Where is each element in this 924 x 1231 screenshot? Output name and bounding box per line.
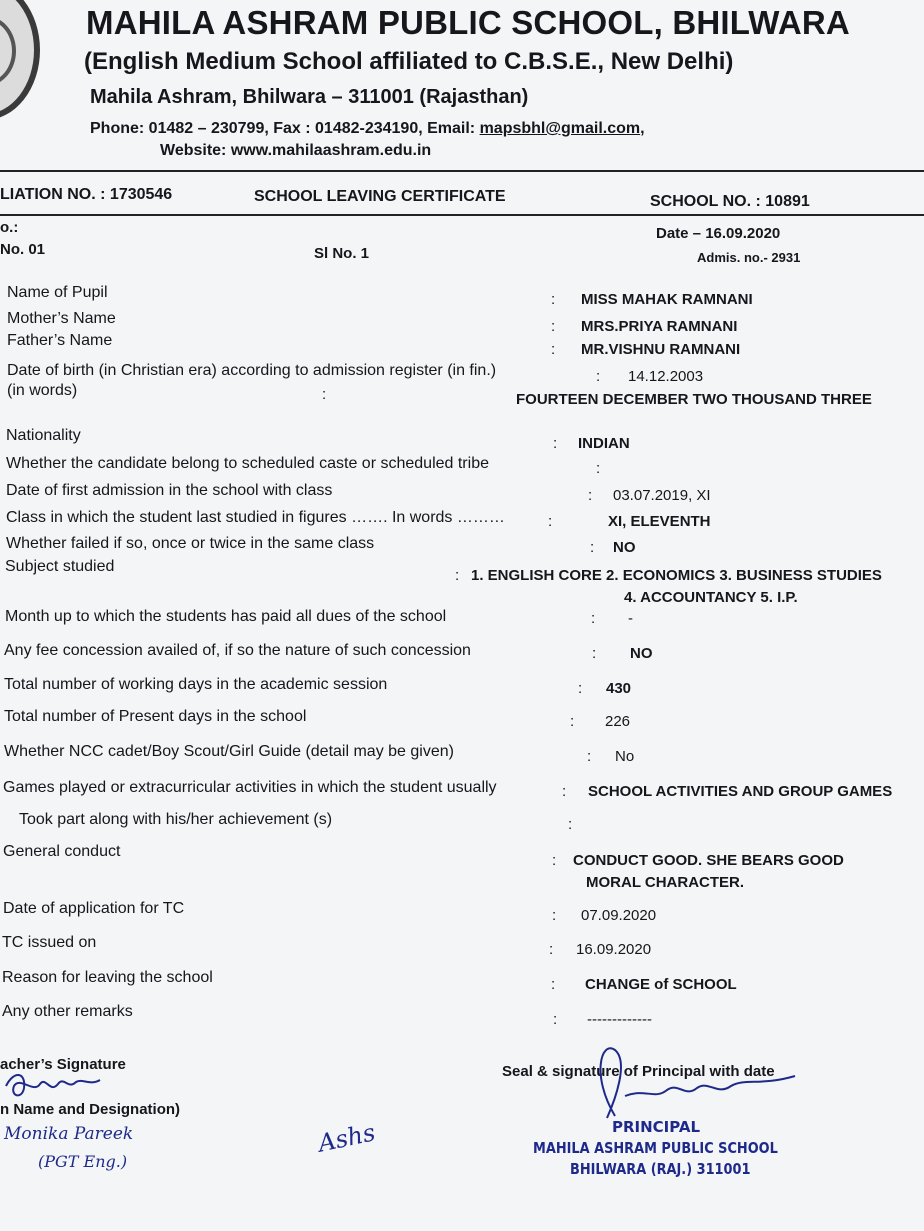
father-label: Father’s Name: [7, 332, 113, 349]
colon: :: [568, 816, 573, 833]
application-value: 07.09.2020: [581, 907, 657, 924]
remarks-label: Any other remarks: [2, 1003, 133, 1020]
serial-number: Sl No. 1: [314, 245, 370, 262]
last-class-value: XI, ELEVENTH: [608, 513, 711, 530]
working-days-label: Total number of working days in the academic session: [4, 676, 388, 693]
header-divider: [0, 170, 924, 172]
present-days-value: 226: [605, 713, 631, 730]
tc-issued-value: 16.09.2020: [576, 941, 652, 958]
colon: :: [455, 567, 460, 584]
games-label: Games played or extracurricular activities in which the student usually: [3, 779, 497, 796]
certificate-date: Date – 16.09.2020: [656, 225, 781, 242]
book-number: No. 01: [0, 241, 46, 258]
colon: :: [592, 645, 597, 662]
colon: :: [591, 610, 596, 627]
teacher-name-label: n Name and Designation): [0, 1101, 181, 1118]
first-admission-label: Date of first admission in the school with class: [6, 482, 333, 499]
number-label: o.:: [0, 219, 19, 236]
teacher-designation-handwritten: (PGT Eng.): [38, 1152, 128, 1171]
colon: :: [551, 318, 556, 335]
colon: :: [596, 460, 601, 477]
colon: :: [588, 487, 593, 504]
affiliation-number: LIATION NO. : 1730546: [0, 186, 173, 203]
reason-value: CHANGE of SCHOOL: [585, 976, 737, 993]
colon: :: [578, 680, 583, 697]
stamp-city: BHILWARA (RAJ.) 311001: [570, 1160, 751, 1178]
mother-value: MRS.PRIYA RAMNANI: [581, 318, 738, 335]
website-line: Website: www.mahilaashram.edu.in: [160, 142, 432, 159]
contact-line: [90, 120, 645, 138]
title-divider: [0, 214, 924, 216]
application-label: Date of application for TC: [3, 900, 185, 917]
first-admission-value: 03.07.2019, XI: [613, 487, 711, 504]
dob-words-value: FOURTEEN DECEMBER TWO THOUSAND THREE: [516, 391, 872, 408]
conduct-label: General conduct: [3, 843, 121, 860]
teacher-signature-label: acher’s Signature: [0, 1056, 126, 1073]
present-days-label: Total number of Present days in the school: [4, 708, 307, 725]
colon: :: [551, 976, 556, 993]
teacher-name-handwritten: Monika Pareek: [4, 1124, 134, 1144]
working-days-value: 430: [606, 680, 632, 697]
colon: :: [548, 513, 553, 530]
conduct-value-1: CONDUCT GOOD. SHE BEARS GOOD: [573, 852, 844, 869]
colon: :: [562, 783, 567, 800]
subjects-value-1: 1. ENGLISH CORE 2. ECONOMICS 3. BUSINESS STUDIES: [471, 567, 882, 584]
ncc-value: No: [615, 748, 635, 765]
colon: :: [596, 368, 601, 385]
school-address: Mahila Ashram, Bhilwara – 311001 (Rajasthan): [90, 86, 529, 108]
logo-text: [0, 0, 38, 1]
school-logo: [0, 0, 40, 120]
principal-seal-label: Seal & signature of Principal with date: [502, 1063, 775, 1080]
tc-issued-label: TC issued on: [2, 934, 97, 951]
email-link[interactable]: mapsbhl@gmail.com: [479, 120, 641, 137]
colon: :: [587, 748, 592, 765]
last-class-label: Class in which the student last studied in figures ……. In words ………: [6, 509, 505, 526]
teacher-signature: [0, 1066, 110, 1102]
dob-label: Date of birth (in Christian era) according to admission register (in fin.): [7, 362, 497, 379]
contact-prefix: Phone: 01482 – 230799, Fax : 01482-234190, Email:: [90, 120, 480, 137]
concession-label: Any fee concession availed of, if so the nature of such concession: [4, 642, 471, 659]
name-label: Name of Pupil: [7, 284, 108, 301]
colon: :: [322, 386, 327, 403]
failed-label: Whether failed if so, once or twice in the same class: [6, 535, 375, 552]
mother-label: Mother’s Name: [7, 310, 116, 327]
reason-label: Reason for leaving the school: [2, 969, 213, 986]
contact-suffix: ,: [640, 120, 645, 137]
games-value: SCHOOL ACTIVITIES AND GROUP GAMES: [588, 783, 893, 800]
admission-number: Admis. no.- 2931: [697, 250, 801, 265]
colon: :: [552, 852, 557, 869]
colon: :: [549, 941, 554, 958]
stamp-principal: PRINCIPAL: [612, 1118, 701, 1136]
dob-words-label: (in words): [7, 382, 78, 399]
colon: :: [553, 435, 558, 452]
colon: :: [551, 341, 556, 358]
games-label-2: Took part along with his/her achievement (s): [19, 811, 333, 828]
school-number: SCHOOL NO. : 10891: [650, 193, 810, 210]
father-value: MR.VISHNU RAMNANI: [581, 341, 741, 358]
failed-value: NO: [613, 539, 636, 556]
affiliation-line: (English Medium School affiliated to C.B.S.E., New Delhi): [84, 48, 734, 75]
dues-value: -: [628, 610, 633, 627]
remarks-value: -------------: [587, 1011, 652, 1028]
subjects-label: Subject studied: [5, 558, 115, 575]
nationality-label: Nationality: [6, 427, 81, 444]
caste-label: Whether the candidate belong to scheduled caste or scheduled tribe: [6, 455, 489, 472]
conduct-value-2: MORAL CHARACTER.: [586, 874, 745, 891]
stamp-school-name: MAHILA ASHRAM PUBLIC SCHOOL: [533, 1139, 778, 1157]
dob-value: 14.12.2003: [628, 368, 704, 385]
subjects-value-2: 4. ACCOUNTANCY 5. I.P.: [624, 589, 798, 606]
ncc-label: Whether NCC cadet/Boy Scout/Girl Guide (detail may be given): [4, 743, 454, 760]
colon: :: [552, 907, 557, 924]
colon: :: [551, 291, 556, 308]
logo-emblem: [0, 16, 16, 86]
colon: :: [590, 539, 595, 556]
certificate-title: SCHOOL LEAVING CERTIFICATE: [254, 188, 506, 205]
dues-label: Month up to which the students has paid all dues of the school: [5, 608, 447, 625]
nationality-value: INDIAN: [578, 435, 630, 452]
concession-value: NO: [630, 645, 653, 662]
checker-signature: Ashs: [315, 1118, 378, 1158]
principal-signature: [585, 1036, 805, 1126]
colon: :: [570, 713, 575, 730]
colon: :: [553, 1011, 558, 1028]
name-value: MISS MAHAK RAMNANI: [581, 291, 753, 308]
school-name: MAHILA ASHRAM PUBLIC SCHOOL, BHILWARA: [86, 4, 850, 41]
